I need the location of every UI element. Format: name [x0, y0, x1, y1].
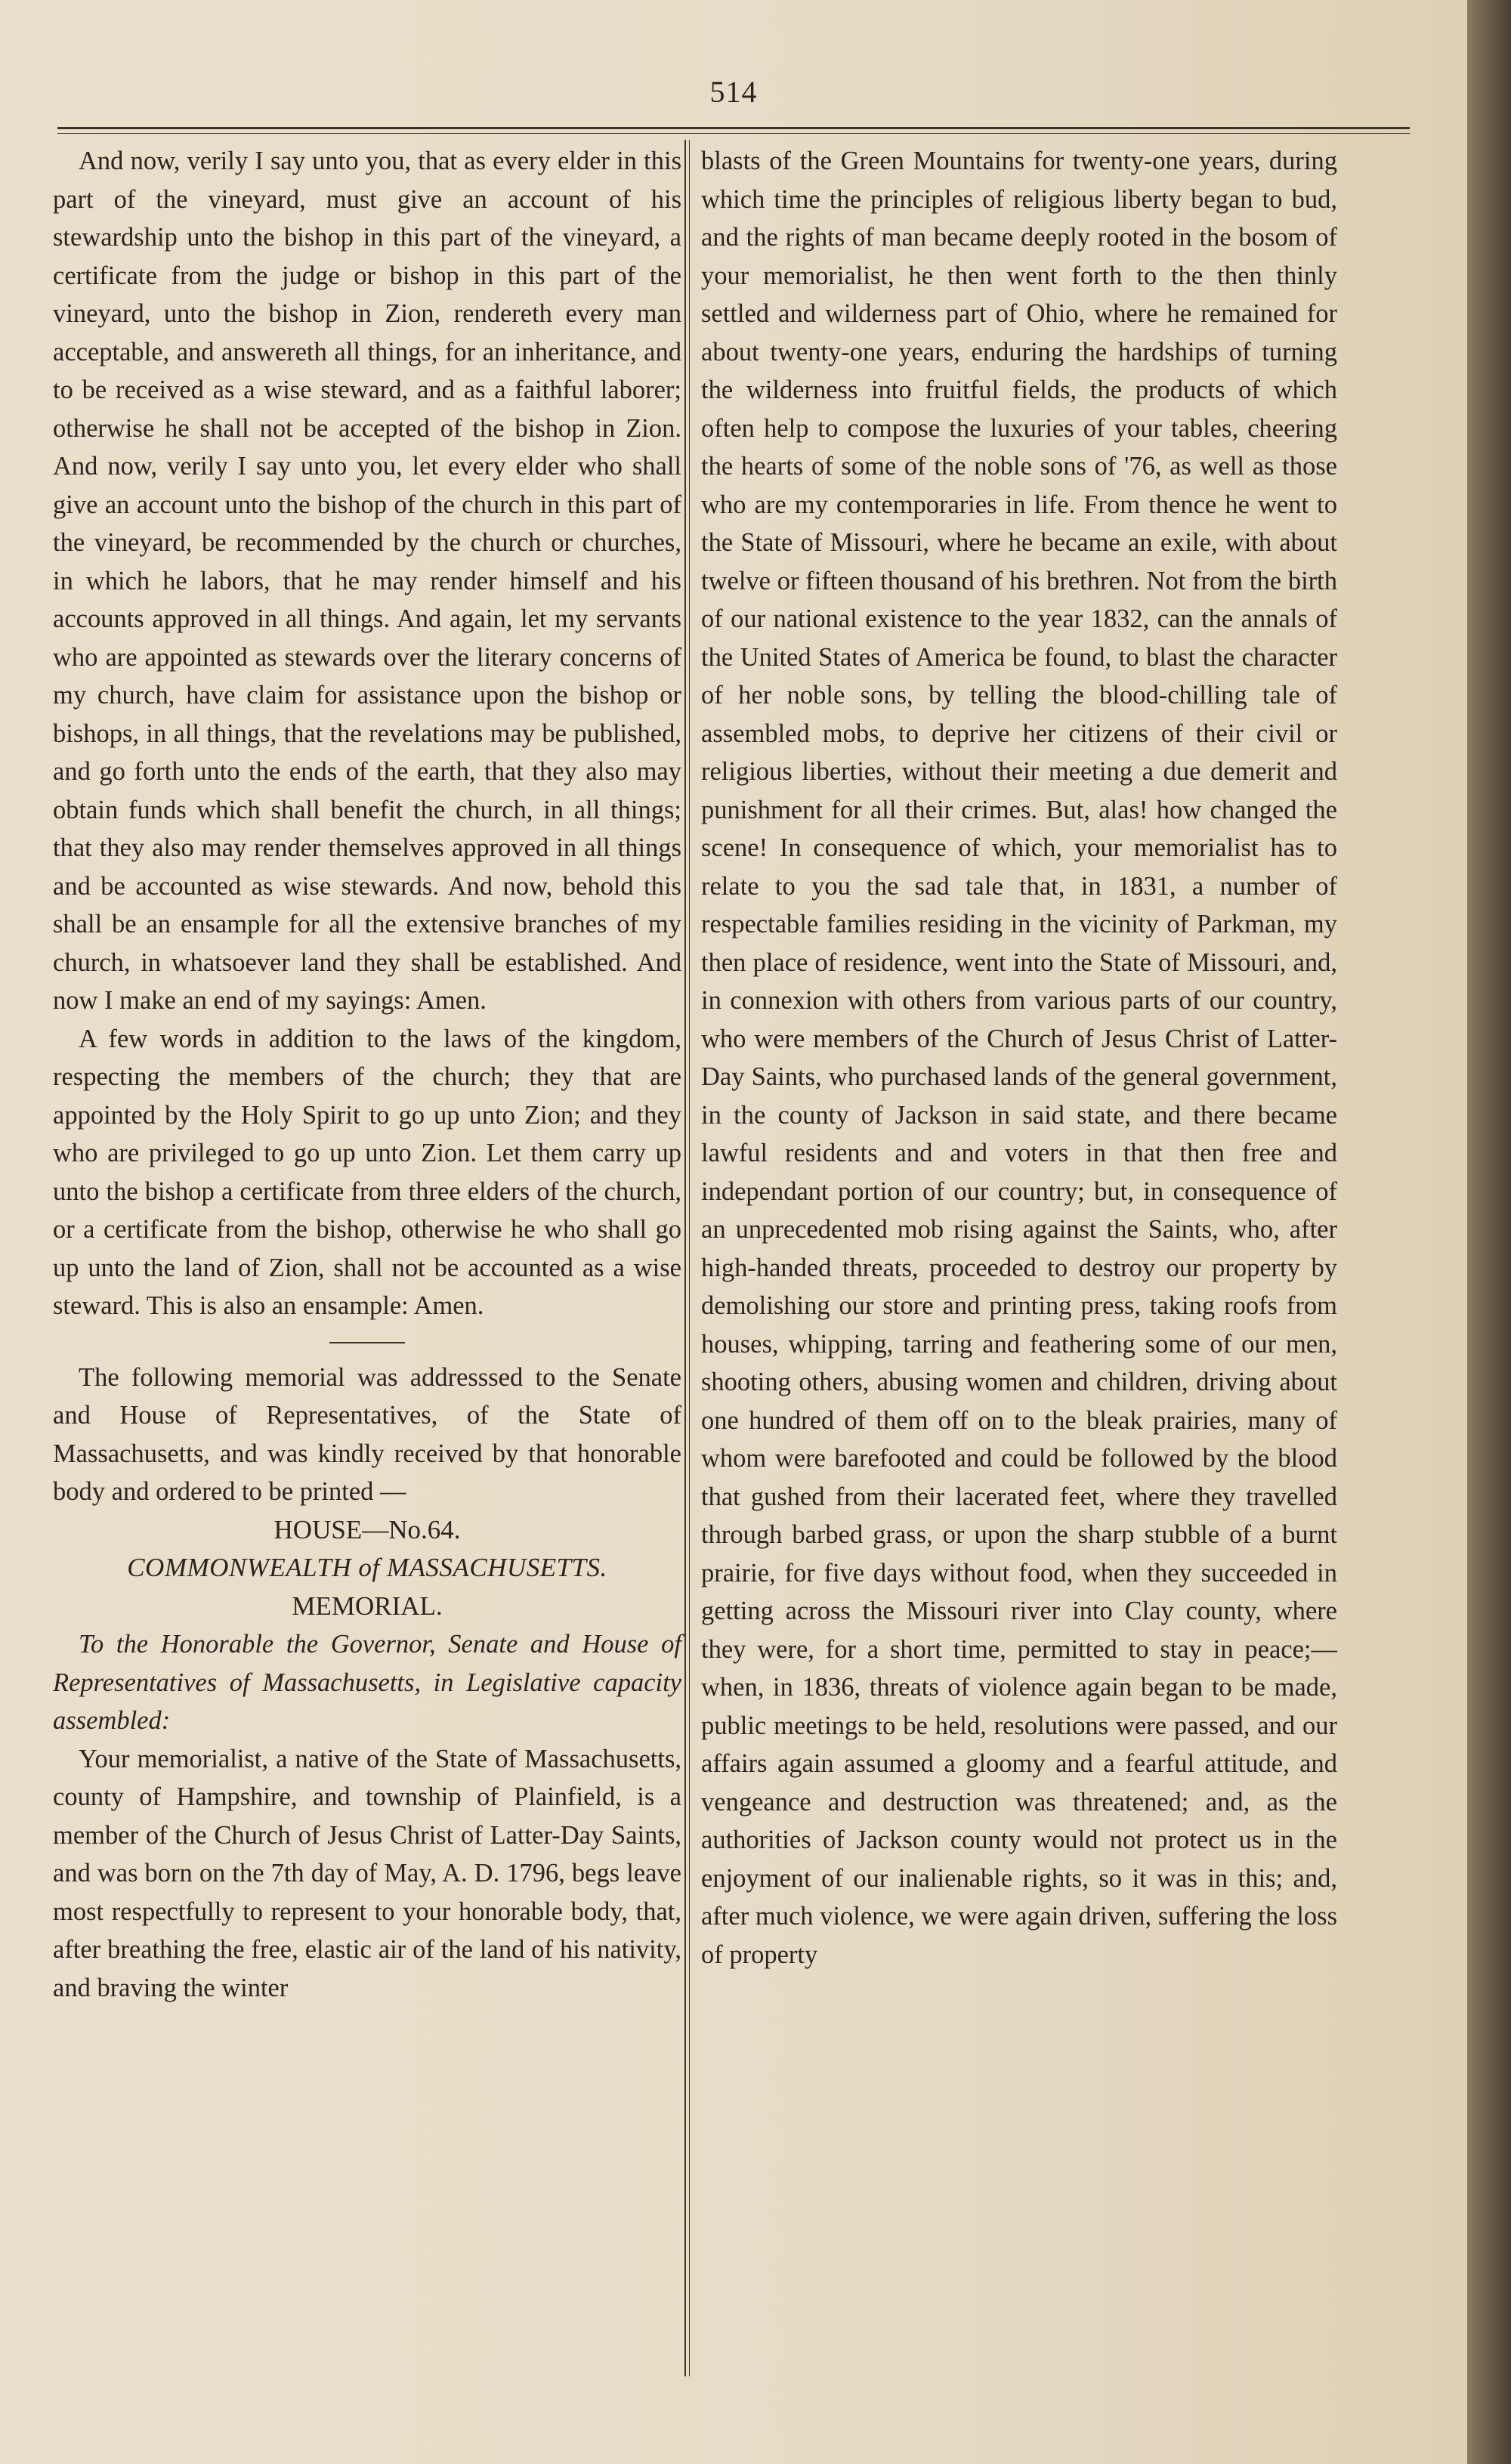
memorial-address: To the Honorable the Governor, Senate and House of Representatives of Massachusetts, in Legislative capacity assembled: [53, 1630, 681, 1735]
book-spine [1467, 0, 1511, 2464]
column-divider [684, 140, 686, 2376]
paragraph-revelation: And now, verily I say unto you, that as every elder in this part of the vineyard, must give an account of his stewardship unto the bishop in this part of the vineyard, a certificate from the judge or bishop in this part of the vineyard, unto the bishop in Zion, rendereth every man acceptable, and answereth all things, for an inheritance, and to be received as a wise steward, and as a faithful laborer; otherwise he shall not be accepted of the bishop in Zion. And now, verily I say unto you, let every elder who shall give an account unto the bishop of the church in this part of the vineyard, be recommended by the church or churches, in which he labors, that he may render himself and his accounts approved in all things. And again, let my servants who are appointed as stewards over the literary concerns of my church, have claim for assistance upon the bishop or bishops, in all things, that the revelations may be published, and go forth unto the ends of the earth, that they also may obtain funds which shall benefit the church, in all things; that they also may render themselves approved in all things and be accounted as wise stewards. And now, behold this shall be an ensample for all the extensive branches of my church, in whatsoever land they shall be established. And now I make an end of my sayings: Amen. [53, 147, 681, 1015]
right-column [701, 142, 1337, 1974]
left-column [53, 142, 681, 2007]
section-rule [329, 1342, 405, 1343]
heading-memorial: MEMORIAL. [292, 1591, 443, 1621]
header-rule [57, 127, 1410, 129]
heading-house-number: HOUSE—No.64. [273, 1514, 461, 1544]
paragraph-memorialist: Your memorialist, a native of the State of Massachusetts, county of Hampshire, and township of Plainfield, is a member of the Church of Jesus Christ of Latter-Day Saints, and was born on the 7th day of May, A. D. 1796, begs leave most respectfully to represent to your honorable body, that, after breathing the free, elastic air of the land of his nativity, and braving the winter [53, 1744, 681, 2002]
page-number: 514 [709, 75, 758, 109]
header-rule-thin [57, 133, 1410, 134]
paragraph-additional-words: A few words in addition to the laws of the kingdom, respecting the members of the church; they that are appointed by the Holy Spirit to go up unto Zion; and they who are privileged to go up unto Zion. Let them carry up unto the bishop a certificate from three elders of the church, or a certificate from the bishop, otherwise he who shall go up unto the land of Zion, shall not be accounted as a wise steward. This is also an ensample: Amen. [53, 1024, 681, 1320]
paragraph-memorial-continued: blasts of the Green Mountains for twenty-one years, during which time the principles of religious liberty began to bud, and the rights of man became deeply rooted in the bosom of your memorialist, he then went forth to the then thinly settled and wilderness part of Ohio, where he remained for about twenty-one years, enduring the hardships of turning the wilderness into fruitful fields, the products of which often help to compose the luxuries of your tables, cheering the hearts of some of the noble sons of '76, as well as those who are my contemporaries in life. From thence he went to the State of Missouri, where he became an exile, with about twelve or fifteen thousand of his brethren. Not from the birth of our national existence to the year 1832, can the annals of the United States of America be found, to blast the character of her noble sons, by telling the blood-chilling tale of assembled mobs, to deprive her citizens of their civil or religious liberties, without their meeting a due demerit and punishment for all their crimes. But, alas! how changed the scene! In consequence of which, your memorialist has to relate to you the sad tale that, in 1831, a number of respectable families residing in the vicinity of Parkman, my then place of residence, went into the State of Missouri, and, in connexion with others from various parts of our country, who were members of the Church of Jesus Christ of Latter-Day Saints, who purchased lands of the general government, in the county of Jackson in said state, and there became lawful residents and and voters in that then free and independant portion of our country; but, in consequence of an unprecedented mob rising against the Saints, who, after high-handed threats, proceeded to destroy our property by demolishing our store and printing press, taking roofs from houses, whipping, tarring and feathering some of our men, shooting others, abusing women and children, driving about one hundred of them off on to the bleak prairies, many of whom were barefooted and could be followed by the blood that gushed from their lacerated feet, where they travelled through barbed grass, or upon the sharp stubble of a burnt prairie, for five days without food, when they succeeded in getting across the Missouri river into Clay county, where they were, for a short time, permitted to stay in peace;—when, in 1836, threats of violence again began to be made, public meetings to be held, resolutions were passed, and our affairs again assumed a gloomy and a fearful attitude, and vengeance and destruction was threatened; and, as the authorities of Jackson county would not protect us in the enjoyment of our inalienable rights, so it was in this; and, after much violence, we were again driven, suffering the loss of property [701, 147, 1337, 1969]
heading-commonwealth: COMMONWEALTH of MASSACHUSETTS. [127, 1553, 607, 1582]
paragraph-memorial-intro: The following memorial was addresssed to the Senate and House of Representatives, of the State of Massachusetts, and was kindly received by that honorable body and ordered to be printed — [53, 1362, 681, 1506]
column-divider-thin [689, 140, 690, 2376]
